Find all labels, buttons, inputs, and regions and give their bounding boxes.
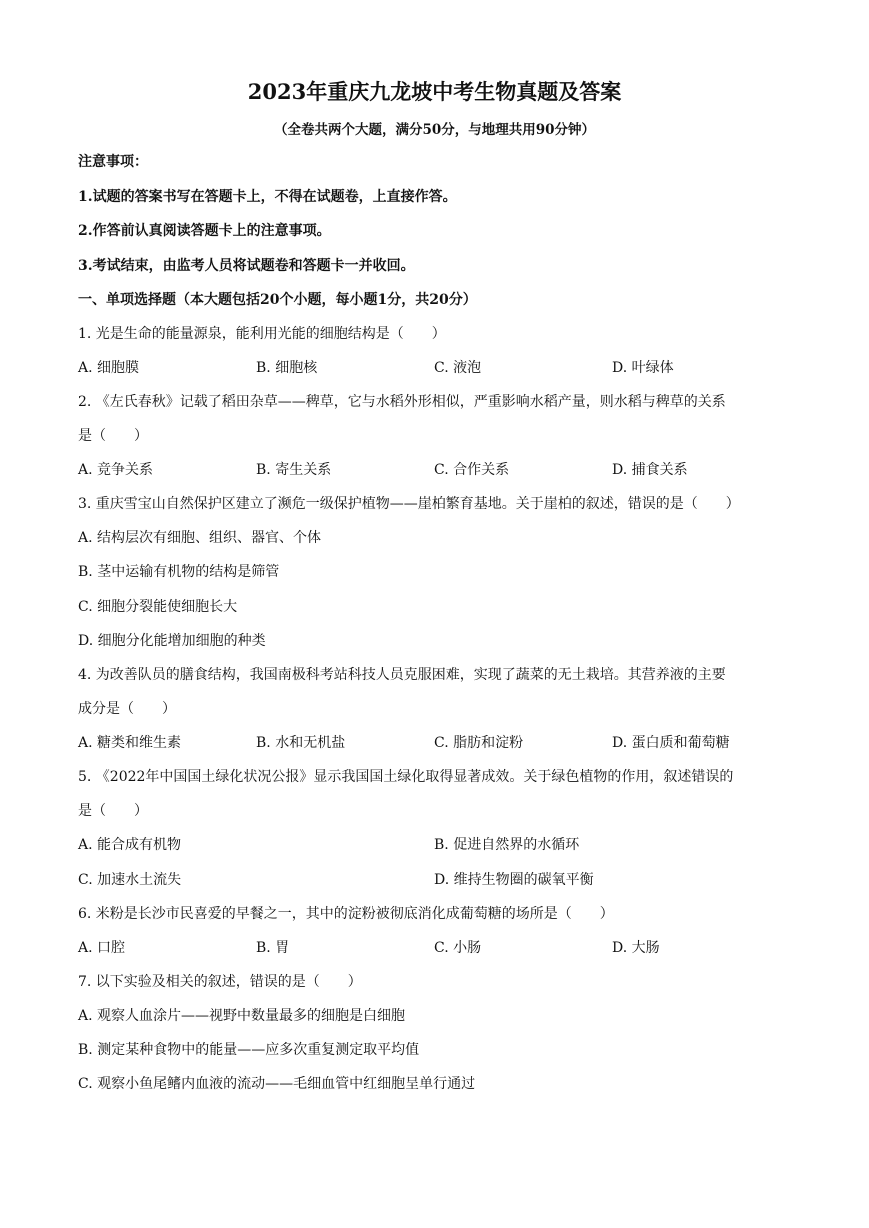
notice-item: 1.试题的答案书写在答题卡上，不得在试题卷，上直接作答。 [78,189,457,205]
option-a: A. 能合成有机物 [78,837,182,853]
option-b: B. 测定某种食物中的能量——应多次重复测定取平均值 [78,1042,420,1058]
option-d: D. 蛋白质和葡萄糖 [612,735,730,751]
option-d: D. 叶绿体 [612,360,674,376]
question-4-options [78,733,798,753]
option-d: D. 细胞分化能增加细胞的种类 [78,633,266,649]
option-b: B. 水和无机盐 [256,735,346,751]
section-heading: 一、单项选择题（本大题包括20个小题，每小题1分，共20分） [78,292,477,308]
option-c: C. 脂肪和淀粉 [434,735,524,751]
option-b: B. 促进自然界的水循环 [434,837,580,853]
option-c: C. 合作关系 [434,462,510,478]
question-7-stem: 7. 以下实验及相关的叙述，错误的是（ ） [78,974,362,990]
question-6-options [78,938,798,958]
question-4-stem-cont: 成分是（ ） [78,701,176,717]
option-a: A. 观察人血涂片——视野中数量最多的细胞是白细胞 [78,1008,406,1024]
option-b: B. 胃 [256,940,290,956]
option-a: A. 口腔 [78,940,126,956]
option-a: A. 细胞膜 [78,360,140,376]
question-5-stem-cont: 是（ ） [78,803,148,819]
option-b: B. 寄生关系 [256,462,332,478]
option-c: C. 观察小鱼尾鳍内血液的流动——毛细血管中红细胞呈单行通过 [78,1076,476,1092]
option-b: B. 细胞核 [256,360,318,376]
question-5-stem: 5. 《2022年中国国土绿化状况公报》显示我国国土绿化取得显著成效。关于绿色植物的作用，叙述错误的 [78,769,734,785]
question-2-stem-cont: 是（ ） [78,428,148,444]
question-5-options-row1 [78,835,798,855]
option-d: D. 捕食关系 [612,462,688,478]
option-b: B. 茎中运输有机物的结构是筛管 [78,564,280,580]
notice-item: 2.作答前认真阅读答题卡上的注意事项。 [78,223,331,239]
option-d: D. 维持生物圈的碳氧平衡 [434,872,594,888]
question-3-stem: 3. 重庆雪宝山自然保护区建立了濒危一级保护植物——崖柏繁育基地。关于崖柏的叙述，错误的是（ ） [78,496,740,512]
question-5-options-row2 [78,870,798,890]
question-2-options [78,460,798,480]
notice-heading: 注意事项： [78,154,148,170]
option-a: A. 竞争关系 [78,462,154,478]
question-2-stem: 2. 《左氏春秋》记载了稻田杂草——稗草，它与水稻外形相似，严重影响水稻产量，则水稻与稗草的关系 [78,394,726,410]
option-d: D. 大肠 [612,940,660,956]
option-c: C. 细胞分裂能使细胞长大 [78,599,238,615]
option-c: C. 小肠 [434,940,482,956]
option-c: C. 液泡 [434,360,482,376]
question-6-stem: 6. 米粉是长沙市民喜爱的早餐之一，其中的淀粉被彻底消化成葡萄糖的场所是（ ） [78,906,614,922]
page-title: 2023年重庆九龙坡中考生物真题及答案 [247,79,622,104]
question-4-stem: 4. 为改善队员的膳食结构，我国南极科考站科技人员克服困难，实现了蔬菜的无土栽培。其营养液的主要 [78,667,726,683]
option-a: A. 结构层次有细胞、组织、器官、个体 [78,530,322,546]
question-1-stem: 1. 光是生命的能量源泉，能利用光能的细胞结构是（ ） [78,326,446,342]
option-a: A. 糖类和维生素 [78,735,182,751]
option-c: C. 加速水土流失 [78,872,182,888]
question-1-options [78,358,798,378]
notice-item: 3.考试结束，由监考人员将试题卷和答题卡一并收回。 [78,258,415,274]
page-subtitle: （全卷共两个大题，满分50分，与地理共用90分钟） [273,122,596,138]
